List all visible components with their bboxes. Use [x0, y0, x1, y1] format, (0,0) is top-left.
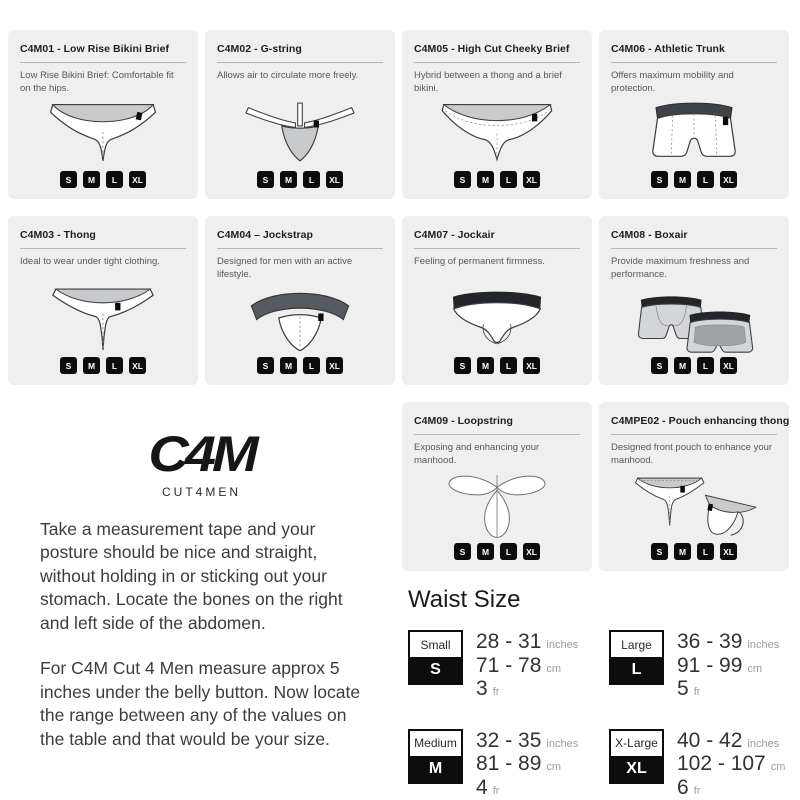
size-button-m[interactable]: M: [280, 171, 297, 188]
athletic-trunk-illustration: [611, 96, 777, 169]
product-card-c4m06: [599, 30, 789, 199]
size-button-xl[interactable]: XL: [129, 357, 146, 374]
size-button-s[interactable]: S: [454, 171, 471, 188]
product-title: C4M04 – Jockstrap: [217, 229, 313, 241]
size-button-s[interactable]: S: [454, 543, 471, 560]
c4m-logo: C4M: [148, 425, 255, 482]
product-card-c4m04: [205, 216, 395, 385]
divider: [414, 248, 580, 249]
product-card-c4m08: [599, 216, 789, 385]
size-selector: [414, 357, 580, 374]
size-button-l[interactable]: L: [106, 171, 123, 188]
size-button-l[interactable]: L: [106, 357, 123, 374]
divider: [217, 248, 383, 249]
size-button-xl[interactable]: XL: [326, 357, 343, 374]
product-description: Low Rise Bikini Brief: Comfortable fit on the hips.: [20, 70, 174, 95]
cm-value: 102 - 107: [677, 752, 766, 776]
size-button-xl[interactable]: XL: [523, 357, 540, 374]
waist-size-table: [408, 630, 792, 799]
product-description: Provide maximum freshness and performance.: [611, 256, 750, 281]
inches-unit: inches: [546, 639, 579, 651]
product-description: Ideal to wear under tight clothing.: [20, 256, 160, 267]
product-title: C4M09 - Loopstring: [414, 415, 513, 427]
size-values: [476, 729, 578, 800]
size-values: [677, 729, 785, 800]
fr-value: 4: [476, 775, 488, 799]
product-title: C4MPE02 - Pouch enhancing thong: [611, 415, 790, 427]
size-button-l[interactable]: L: [303, 357, 320, 374]
cm-value: 91 - 99: [677, 653, 743, 677]
divider: [611, 62, 777, 63]
size-abbr: M: [410, 756, 461, 782]
size-button-s[interactable]: S: [60, 357, 77, 374]
loopstring-illustration: [414, 468, 580, 541]
product-card-c4m07: [402, 216, 592, 385]
waist-size-heading: Waist Size: [408, 586, 521, 613]
instructions-paragraph-2: For C4M Cut 4 Men measure approx 5 inches under the belly button. Now locate the range between any of the values on the table and that would be your size.: [40, 658, 361, 749]
product-card-c4mpe02: [599, 402, 789, 571]
fr-value: 3: [476, 677, 488, 701]
size-selector: [611, 171, 777, 188]
waist-size-section: [408, 586, 792, 799]
size-button-m[interactable]: M: [674, 171, 691, 188]
size-abbr: XL: [611, 756, 662, 782]
product-description: Exposing and enhancing your manhood.: [414, 442, 540, 467]
size-button-m[interactable]: M: [280, 357, 297, 374]
inches-unit: inches: [747, 639, 780, 651]
fr-unit: fr: [693, 686, 701, 699]
size-selector: [414, 171, 580, 188]
product-card-c4m01: [8, 30, 198, 199]
brand-name: CUT4MEN: [161, 485, 241, 499]
inches-unit: inches: [747, 737, 780, 750]
pouch-enhancing-thong-illustration: [611, 468, 777, 541]
size-button-l[interactable]: L: [500, 357, 517, 374]
size-selector: [20, 171, 186, 188]
inches-value: 40 - 42: [677, 728, 743, 752]
size-button-s[interactable]: S: [651, 543, 668, 560]
size-button-m[interactable]: M: [83, 171, 100, 188]
g-string-illustration: [217, 95, 383, 169]
cm-unit: cm: [546, 662, 562, 675]
size-badge-medium: [408, 729, 463, 784]
cm-unit: cm: [770, 761, 786, 774]
divider: [20, 62, 186, 63]
size-selector: [414, 543, 580, 560]
product-card-c4m03: [8, 216, 198, 385]
fr-unit: fr: [693, 784, 701, 797]
size-button-m[interactable]: M: [477, 357, 494, 374]
product-title: C4M05 - High Cut Cheeky Brief: [414, 43, 570, 55]
waist-entry-large: [609, 630, 792, 701]
size-button-s[interactable]: S: [651, 357, 668, 374]
fr-unit: fr: [492, 686, 500, 699]
low-rise-bikini-brief-illustration: [20, 96, 186, 169]
divider: [611, 248, 777, 249]
size-button-m[interactable]: M: [674, 357, 691, 374]
size-button-s[interactable]: S: [257, 357, 274, 374]
divider: [414, 434, 580, 435]
product-description: Feeling of permanent firmness.: [414, 256, 545, 267]
jockstrap-illustration: [217, 282, 383, 355]
size-badge-large: [609, 630, 664, 685]
high-cut-cheeky-brief-illustration: [414, 96, 580, 169]
fr-unit: fr: [492, 784, 500, 797]
jockair-illustration: [414, 281, 580, 355]
inches-value: 36 - 39: [677, 630, 743, 653]
size-button-xl[interactable]: XL: [720, 171, 737, 188]
size-button-l[interactable]: L: [697, 543, 714, 560]
size-button-s[interactable]: S: [651, 171, 668, 188]
size-button-xl[interactable]: XL: [720, 543, 737, 560]
measurement-instructions: [40, 518, 374, 773]
waist-entry-medium: [408, 729, 609, 800]
product-description: Offers maximum mobility and protection.: [611, 70, 734, 95]
size-button-xl[interactable]: XL: [523, 171, 540, 188]
divider: [217, 62, 383, 63]
thong-illustration: [20, 281, 186, 355]
waist-entry-xlarge: [609, 729, 792, 800]
size-button-l[interactable]: L: [500, 543, 517, 560]
inches-value: 32 - 35: [476, 728, 542, 752]
size-selector: [611, 543, 777, 560]
size-selector: [611, 357, 777, 374]
size-badge-small: [408, 630, 463, 685]
product-title: C4M06 - Athletic Trunk: [611, 43, 725, 55]
size-selector: [20, 357, 186, 374]
divider: [414, 62, 580, 63]
size-button-xl[interactable]: XL: [326, 171, 343, 188]
product-title: C4M01 - Low Rise Bikini Brief: [20, 43, 170, 55]
product-title: C4M08 - Boxair: [611, 229, 688, 241]
product-card-grid: [8, 30, 789, 571]
product-title: C4M02 - G-string: [217, 43, 302, 55]
size-selector: [217, 357, 383, 374]
size-button-s[interactable]: S: [257, 171, 274, 188]
size-values: [476, 630, 578, 701]
product-description: Allows air to circulate more freely.: [217, 70, 359, 81]
product-title: C4M07 - Jockair: [414, 229, 495, 241]
cm-unit: cm: [546, 761, 562, 774]
cm-value: 71 - 78: [476, 653, 542, 677]
size-button-xl[interactable]: XL: [720, 357, 737, 374]
size-button-xl[interactable]: XL: [129, 171, 146, 188]
fr-value: 6: [677, 775, 689, 799]
size-button-m[interactable]: M: [477, 171, 494, 188]
size-button-s[interactable]: S: [60, 171, 77, 188]
size-button-s[interactable]: S: [454, 357, 471, 374]
size-button-l[interactable]: L: [697, 357, 714, 374]
cm-unit: cm: [747, 662, 763, 675]
divider: [20, 248, 186, 249]
size-abbr: S: [410, 657, 461, 683]
inches-unit: inches: [546, 737, 579, 750]
size-label: Small: [410, 632, 461, 657]
size-button-m[interactable]: M: [83, 357, 100, 374]
size-badge-xlarge: [609, 729, 664, 784]
size-label: Medium: [410, 731, 461, 756]
size-abbr: L: [611, 657, 662, 683]
size-button-l[interactable]: L: [500, 171, 517, 188]
size-label: Large: [611, 632, 662, 657]
product-title: C4M03 - Thong: [20, 229, 96, 241]
size-selector: [217, 171, 383, 188]
product-card-c4m05: [402, 30, 592, 199]
cm-value: 81 - 89: [476, 752, 542, 776]
product-description: Hybrid between a thong and a brief bikini.: [414, 70, 562, 95]
product-description: Designed for men with an active lifestyle.: [217, 256, 353, 281]
size-values: [677, 630, 779, 701]
product-description: Designed front pouch to enhance your manhood.: [611, 442, 773, 467]
product-card-c4m02: [205, 30, 395, 199]
product-card-c4m09: [402, 402, 592, 571]
size-label: X-Large: [611, 731, 662, 756]
size-button-l[interactable]: L: [697, 171, 714, 188]
size-button-l[interactable]: L: [303, 171, 320, 188]
size-button-m[interactable]: M: [674, 543, 691, 560]
size-button-xl[interactable]: XL: [523, 543, 540, 560]
inches-value: 28 - 31: [476, 630, 542, 653]
boxair-illustration: [611, 282, 777, 355]
fr-value: 5: [677, 677, 689, 701]
size-button-m[interactable]: M: [477, 543, 494, 560]
waist-entry-small: [408, 630, 609, 701]
instructions-paragraph-1: Take a measurement tape and your posture should be nice and straight, without holding in or sticking out your stomach. Locate the bones on the right and left side of the abdomen.: [40, 519, 343, 633]
divider: [611, 434, 777, 435]
